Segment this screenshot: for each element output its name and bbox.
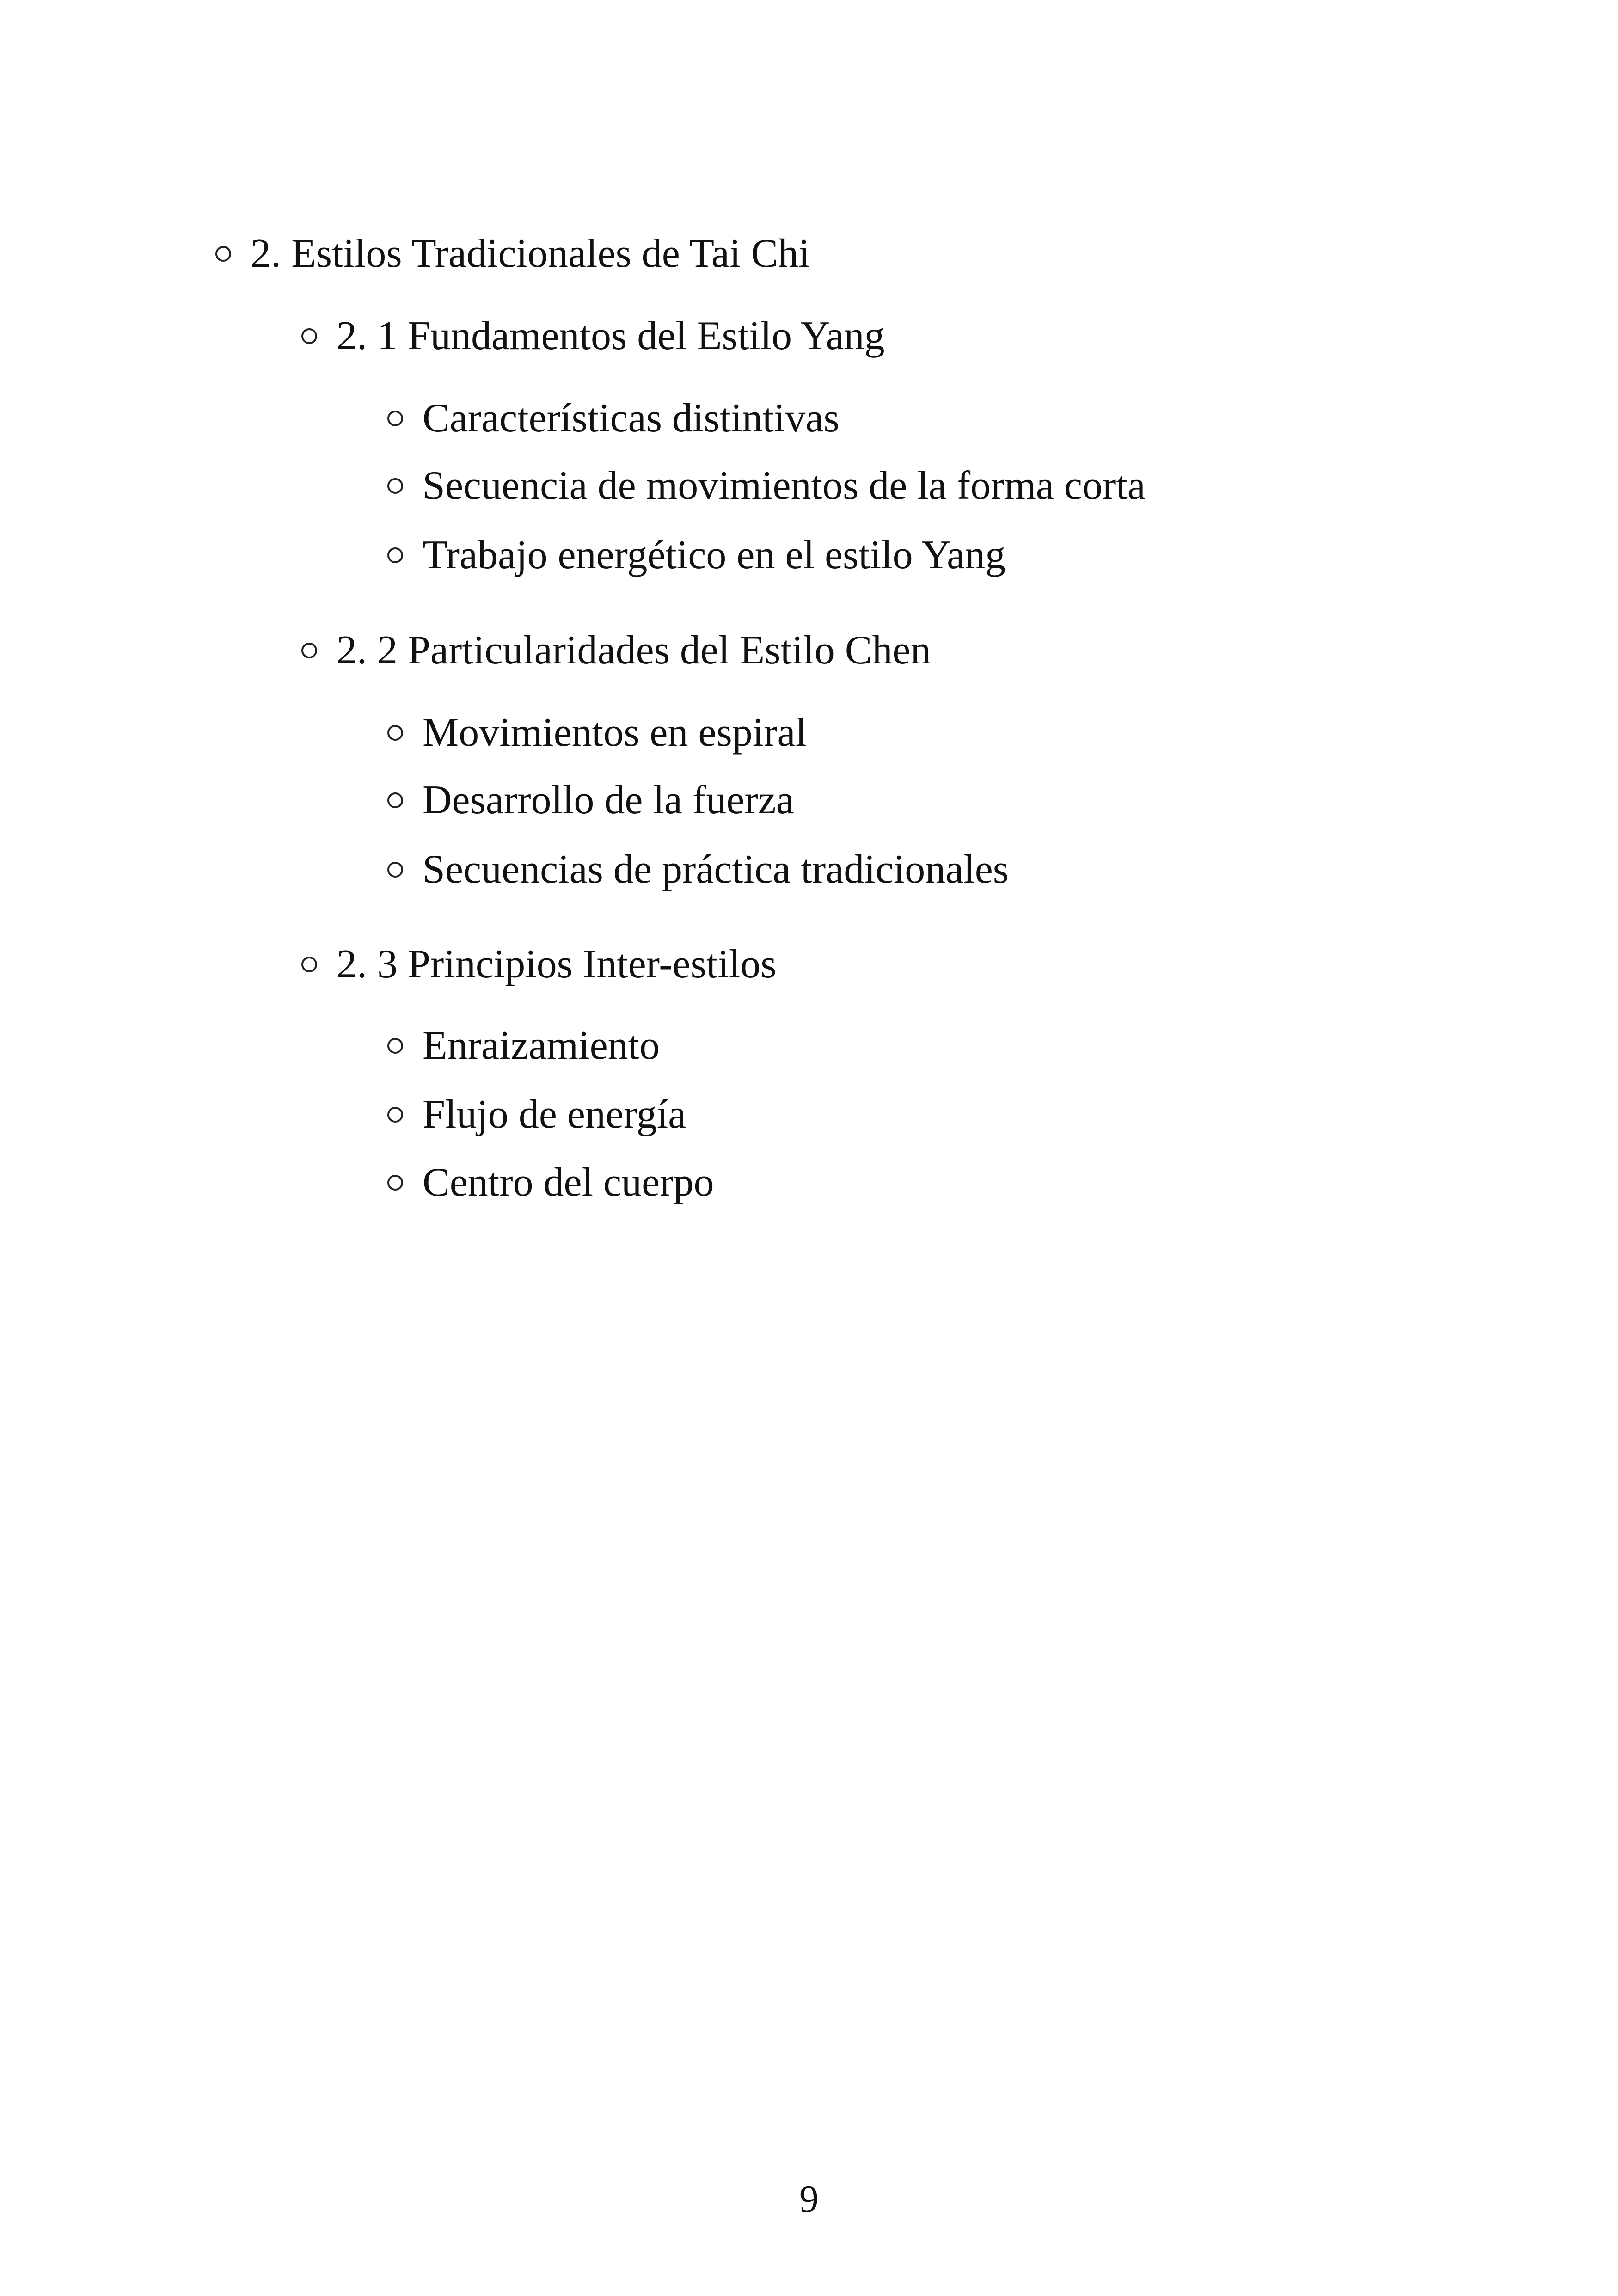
circle-bullet-icon (387, 1175, 403, 1191)
outline-item-label: Movimientos en espiral (423, 710, 807, 755)
outline-item (387, 398, 840, 439)
outline-item-label: Flujo de energía (423, 1092, 686, 1137)
circle-bullet-icon (387, 547, 403, 563)
outline-item-label: Desarrollo de la fuerza (423, 778, 794, 823)
circle-bullet-icon (387, 411, 403, 426)
outline-item (387, 780, 794, 821)
outline-item-label: Secuencias de práctica tradicionales (423, 847, 1009, 892)
circle-bullet-icon (387, 792, 403, 808)
circle-bullet-icon (301, 643, 317, 658)
outline-item (387, 712, 807, 753)
outline-item (387, 1025, 660, 1066)
outline-item-label: Trabajo energético en el estilo Yang (423, 533, 1006, 577)
outline-section (215, 233, 810, 274)
outline-item (387, 463, 1146, 508)
outline-item-label: Características distintivas (423, 396, 840, 441)
circle-bullet-icon (215, 246, 231, 262)
circle-bullet-icon (387, 1107, 403, 1123)
circle-bullet-icon (387, 862, 403, 878)
subsection-heading: 2. 2 Particularidades del Estilo Chen (337, 628, 931, 673)
outline-subsection (301, 944, 776, 985)
outline-item (387, 535, 1005, 576)
subsection-heading: 2. 3 Principios Inter-estilos (337, 942, 777, 987)
page-number: 9 (799, 2178, 819, 2221)
outline-item-label: Secuencia de movimientos de la forma corta (423, 463, 1146, 508)
outline-item (387, 1162, 714, 1203)
section-heading: 2. Estilos Tradicionales de Tai Chi (251, 231, 810, 276)
outline-subsection (301, 630, 931, 671)
circle-bullet-icon (387, 478, 403, 494)
circle-bullet-icon (387, 1038, 403, 1054)
outline-item-label: Enraizamiento (423, 1023, 660, 1068)
outline-item (387, 1094, 686, 1135)
circle-bullet-icon (301, 957, 317, 972)
outline-item-label: Centro del cuerpo (423, 1160, 714, 1205)
outline-subsection (301, 313, 885, 358)
outline-item (387, 849, 1009, 890)
circle-bullet-icon (301, 328, 317, 344)
subsection-heading: 2. 1 Fundamentos del Estilo Yang (337, 313, 885, 358)
circle-bullet-icon (387, 725, 403, 741)
